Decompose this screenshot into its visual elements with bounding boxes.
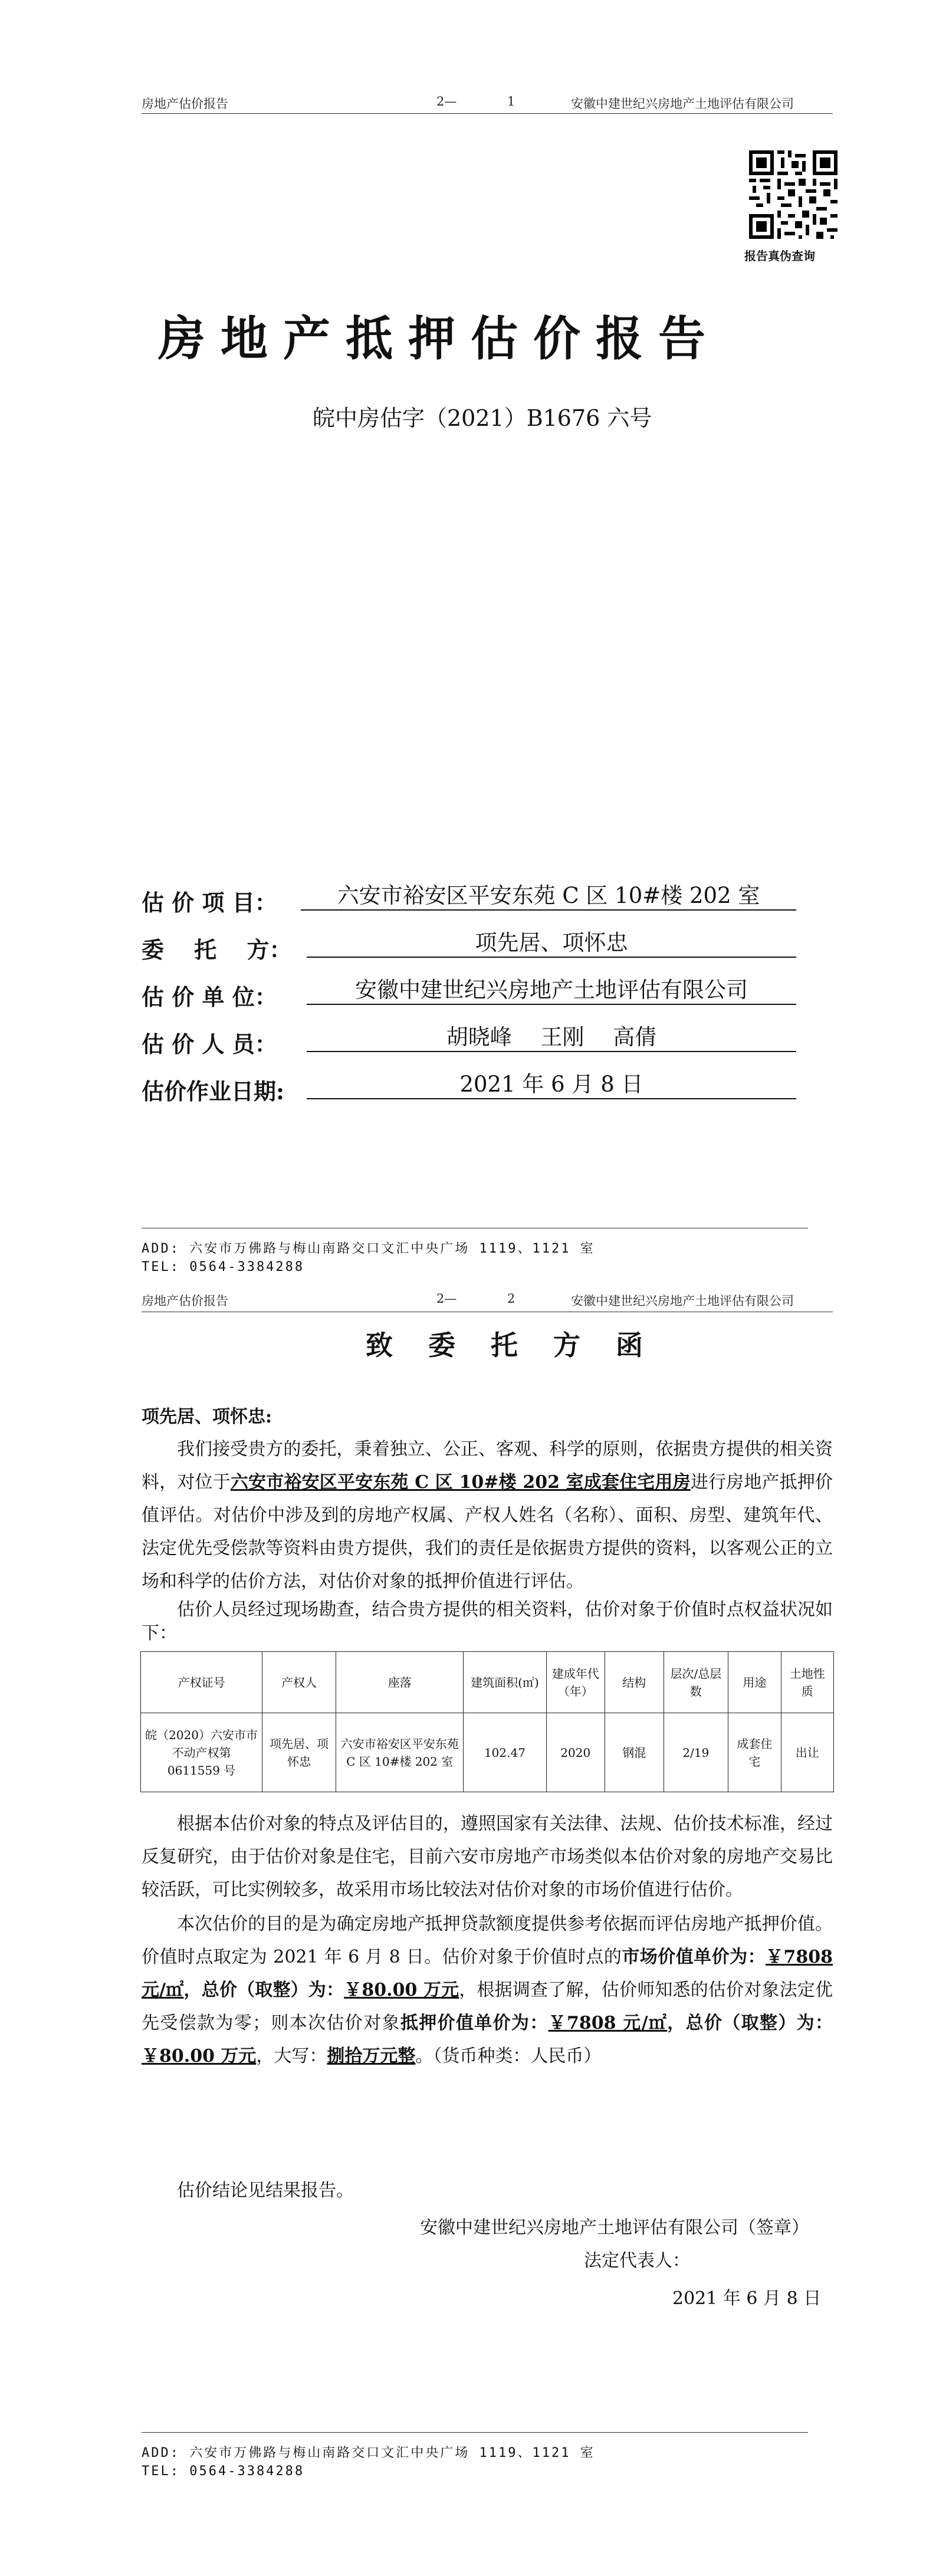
field-label-unit: 估 价 单 位： [142,984,277,1010]
letter-title: 致 委 托 方 函 [366,1329,656,1361]
field-value-project: 六安市裕安区平安东苑 C 区 10#楼 202 室 [301,882,796,911]
paragraph-entrustment [142,1433,833,1598]
th-area: 建筑面积(㎡) [464,1652,546,1713]
report-reference-number: 皖中房估字（2021）B1676 六号 [313,405,652,431]
amount-in-words: 捌拾万元整 [327,2046,416,2066]
paragraph-conclusion: 估价结论见结果报告。 [177,2180,354,2201]
header-page-prefix: 2— [436,1292,457,1306]
field-label-client: 委 托 方： [142,937,292,963]
paragraph-valuation [142,1908,833,2073]
header-page-prefix: 2— [436,94,457,109]
footer-telephone: TEL: 0564-3384288 [142,2464,305,2479]
table-row [141,1713,834,1792]
header-right: 安徽中建世纪兴房地产土地评估有限公司 [571,1294,794,1308]
field-label-date: 估价作业日期: [142,1078,285,1105]
th-certificate: 产权证号 [141,1652,262,1713]
valuation-text-d: 。（货币种类：人民币） [415,2046,602,2066]
field-label-project: 估 价 项 目： [142,889,277,916]
td-location: 六安市裕安区平安东苑 C 区 10#楼 202 室 [336,1713,464,1792]
property-location: 六安市裕安区平安东苑 C 区 10#楼 202 室成套住宅用房 [230,1472,691,1493]
td-structure: 钢混 [605,1713,664,1792]
mortgage-total-price: ￥80.00 万元 [142,2046,257,2066]
header-right: 安徽中建世纪兴房地产土地评估有限公司 [571,97,794,111]
valuation-text-b: ，根据调查了解，估价师知悉的估价对象法定优先受偿款为零；则本次估价对象 [142,1980,833,2033]
market-unit-price: ￥7808 元/㎡ [142,1947,833,2000]
property-rights-table [140,1651,834,1792]
th-land-nature: 土地性质 [781,1652,833,1713]
report-title: 房地产抵押估价报告 [158,311,721,366]
valuation-text-a: 本次估价的目的是为确定房地产抵押贷款额度提供参考依据而评估房地产抵押价值。价值时点取定为 2021 年 6 月 8 日。估价对象于价值时点的 [142,1914,833,1967]
footer-rule [142,2432,808,2433]
td-year: 2020 [546,1713,605,1792]
header-page-number: 2 [507,1292,515,1306]
td-certificate: 皖（2020）六安市市不动产权第 0611559 号 [141,1713,262,1792]
field-value-appraisers: 胡晓峰 王刚 高倩 [307,1024,796,1052]
header-rule [142,113,833,114]
paragraph-entrustment-text-b: 进行房地产抵押价值评估。对估价中涉及到的房地产权属、产权人姓名（名称）、面积、房型、建筑年代、法定优先受偿款等资料由贵方提供，我们的责任是依据贵方提供的资料，以客观公正的立场和科学的估价方法，对估价对象的抵押价值进行评估。 [142,1472,833,1592]
td-owner: 项先居、项怀忠 [262,1713,336,1792]
table-header-row [141,1652,834,1713]
signature-company: 安徽中建世纪兴房地产土地评估有限公司（签章） [420,2217,809,2238]
legal-representative: 法定代表人： [584,2250,690,2271]
footer-address: ADD: 六安市万佛路与梅山南路交口文汇中央广场 1119、1121 室 [142,1241,595,1256]
th-usage: 用途 [728,1652,781,1713]
field-value-unit: 安徽中建世纪兴房地产土地评估有限公司 [307,977,796,1005]
th-owner: 产权人 [262,1652,336,1713]
footer-telephone: TEL: 0564-3384288 [142,1260,305,1274]
salutation: 项先居、项怀忠: [142,1407,272,1427]
market-total-price: ￥80.00 万元 [344,1980,459,2000]
td-land-nature: 出让 [781,1713,833,1792]
td-floor: 2/19 [664,1713,728,1792]
header-page-number: 1 [507,94,515,109]
paragraph-method: 根据本估价对象的特点及评估目的，遵照国家有关法律、法规、估价技术标准，经过反复研究，由于估价对象是住宅，目前六安市房地产市场类似本估价对象的房地产交易比较活跃，可比实例较多，故采用市场比较法对估价对象的市场价值进行估价。 [142,1813,833,1900]
market-total-label: ，总价（取整）为： [183,1980,344,2000]
signature-date: 2021 年 6 月 8 日 [672,2288,822,2309]
footer-address: ADD: 六安市万佛路与梅山南路交口文汇中央广场 1119、1121 室 [142,2446,595,2460]
paragraph-entrustment-text-a: 我们接受贵方的委托，秉着独立、公正、客观、科学的原则，依据贵方提供的相关资料，对位于 [142,1439,833,1493]
mortgage-unit-price-label: 抵押价值单价为： [400,2013,549,2033]
header-left: 房地产估价报告 [142,1294,228,1308]
mortgage-unit-price: ￥7808 元/㎡ [548,2013,668,2033]
market-unit-price-label: 市场价值单价为： [622,1947,766,1967]
th-year: 建成年代（年） [546,1652,605,1713]
mortgage-total-label: ，总价（取整）为： [667,2013,833,2033]
th-structure: 结构 [605,1652,664,1713]
qr-caption: 报告真伪查询 [744,249,815,263]
td-usage: 成套住宅 [728,1713,781,1792]
header-left: 房地产估价报告 [142,97,228,111]
field-label-appraisers: 估 价 人 员： [142,1031,277,1057]
field-value-client: 项先居、项怀忠 [307,929,796,958]
th-floor: 层次/总层数 [664,1652,728,1713]
th-location: 座落 [336,1652,464,1713]
paragraph-survey: 估价人员经过现场勘查，结合贵方提供的相关资料，估价对象于价值时点权益状况如下： [142,1599,833,1644]
valuation-text-c: ，大写： [256,2046,327,2066]
qr-code-icon[interactable] [749,150,838,239]
field-value-date: 2021 年 6 月 8 日 [307,1071,796,1099]
td-area: 102.47 [464,1713,546,1792]
